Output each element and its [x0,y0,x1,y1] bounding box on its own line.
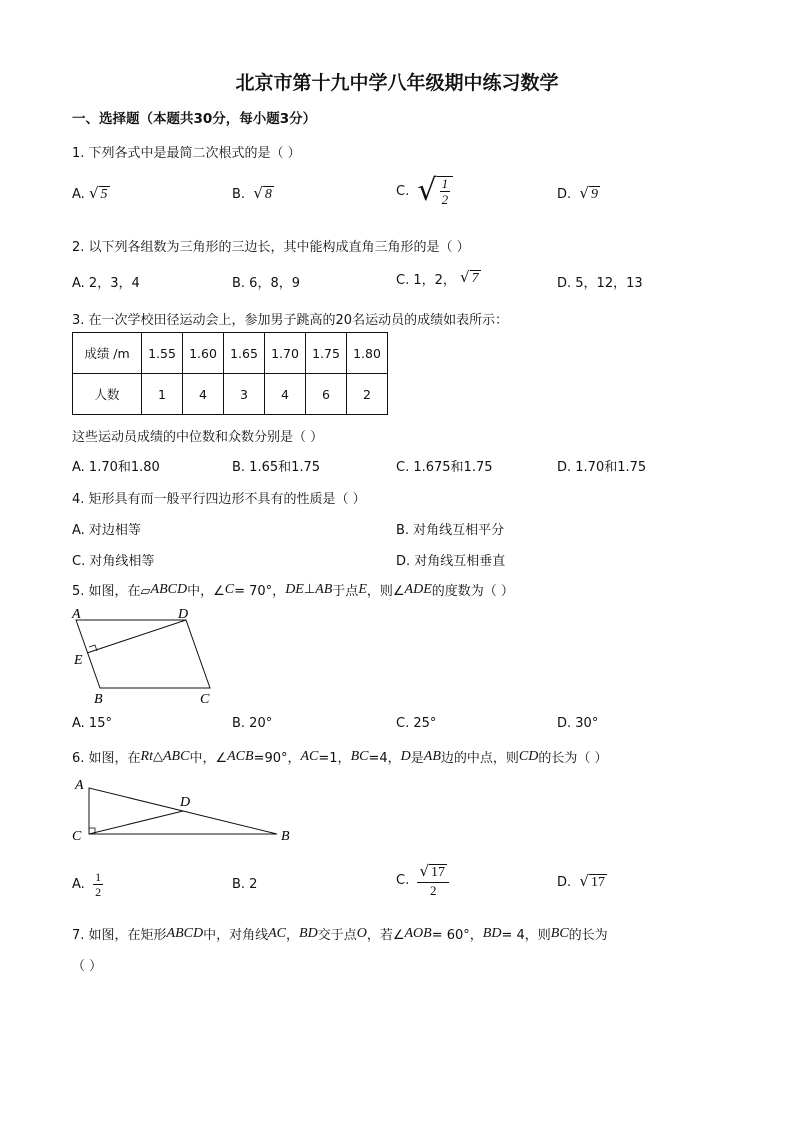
table-row [73,374,388,415]
parallelogram-abcd [76,620,210,688]
point-label-e: E [74,653,83,668]
q2-option-a[interactable]: A. 2，3，4 [72,276,140,291]
option-letter: B. [232,187,246,202]
q5-stem: 5. 如图，在▱ ABCD 中，∠ C = 70°， DE ⊥ AB 于点 E ，则∠ ADE 的度数为（ ） [72,581,514,599]
q6-option-b[interactable]: B. 2 [232,877,258,892]
q4-option-d[interactable]: D. 对角线互相垂直 [396,554,506,569]
q1-option-d[interactable] [557,186,600,203]
q6-option-a[interactable] [72,871,103,898]
section-heading: 一、选择题（本题共30分，每小题3分） [72,111,317,127]
vertex-label-b: B [94,692,103,707]
table-cell: 1.55 [142,333,183,374]
q1-option-c[interactable] [396,173,453,208]
q7-stem: 7. 如图，在矩形 ABCD 中，对角线 AC ， BD 交于点 O ，若∠ AOB = 60°， BD = 4，则 BC 的长为 [72,925,608,943]
table-cell: 2 [347,374,388,415]
q2-stem: 2. 以下列各组数为三角形的三边长，其中能构成直角三角形的是（ ） [72,240,470,255]
table-cell: 3 [224,374,265,415]
vertex-label-c: C [200,692,210,707]
table-cell: 1.80 [347,333,388,374]
vertex-label-a: A [75,778,84,793]
table-cell: 4 [183,374,224,415]
q3-stem: 3. 在一次学校田径运动会上，参加男子跳高的20名运动员的成绩如表所示： [72,313,509,328]
sqrt-expression: √ 7 [460,268,479,286]
table-cell: 1.65 [224,333,265,374]
table-cell: 1 [142,374,183,415]
q5-option-a[interactable]: A. 15° [72,716,112,731]
q6-stem: 6. 如图，在 Rt △ ABC 中，∠ ACB =90°， AC =1， BC =4， D 是 AB 边的中点，则 CD 的长为（ ） [72,748,608,766]
q1-option-a[interactable] [72,186,110,203]
vertex-label-b: B [281,829,290,844]
sqrt-expression: √ 5 [88,184,108,202]
q2-option-c[interactable] [396,269,481,288]
q7-answer-paren: （ ） [72,959,103,974]
table-row [73,333,388,374]
table-header-cell: 成绩 /m [73,333,142,374]
option-letter: D. [557,875,572,890]
table-cell: 6 [306,374,347,415]
q3-option-a[interactable]: A. 1.70和1.80 [72,460,160,475]
parallelogram-figure [68,604,228,708]
table-cell: 1.60 [183,333,224,374]
q5-option-b[interactable]: B. 20° [232,716,273,731]
page-title: 北京市第十九中学八年级期中练习数学 [235,72,559,94]
q4-stem: 4. 矩形具有而一般平行四边形不具有的性质是（ ） [72,492,366,507]
option-text: C. 1，2， [396,273,456,288]
fraction: √ 17 2 [417,864,449,897]
q2-option-b[interactable]: B. 6，8，9 [232,276,300,291]
point-label-d: D [180,795,191,810]
option-letter: D. [557,187,572,202]
option-letter: C. [396,873,410,888]
vertex-label-c: C [72,829,82,844]
fraction: $\frac{1}{2}$ [95,870,102,899]
option-letter: A. [72,187,85,202]
q3-option-d[interactable]: D. 1.70和1.75 [557,460,647,475]
q5-option-c[interactable]: C. 25° [396,716,437,731]
right-triangle-figure [68,774,300,848]
table-cell: 4 [265,374,306,415]
vertex-label-a: A [72,607,81,622]
sqrt-expression: √ 17 [579,872,605,890]
table-cell: 1.70 [265,333,306,374]
q3-option-c[interactable]: C. 1.675和1.75 [396,460,493,475]
q3-followup: 这些运动员成绩的中位数和众数分别是（ ） [72,430,324,445]
sqrt-expression: √ 8 [253,184,272,202]
sqrt-expression: √ 9 [579,184,598,202]
q4-option-c[interactable]: C. 对角线相等 [72,554,155,569]
table-header-cell: 人数 [73,374,142,415]
q4-option-b[interactable]: B. 对角线互相平分 [396,523,505,538]
segment-cd [89,811,183,834]
sqrt-fraction-expression: √ $\frac{1}{2}$ [417,176,453,206]
q6-option-d[interactable] [557,874,607,891]
q3-option-b[interactable]: B. 1.65和1.75 [232,460,321,475]
q1-stem: 1. 下列各式中是最简二次根式的是（ ） [72,146,301,161]
option-letter: C. [396,183,410,199]
table-cell: 1.75 [306,333,347,374]
q6-option-c[interactable] [396,864,449,897]
segment-de [87,620,186,653]
option-letter: A. [72,877,85,892]
q1-option-b[interactable] [232,186,274,203]
q4-option-a[interactable]: A. 对边相等 [72,523,141,538]
q2-option-d[interactable]: D. 5，12，13 [557,276,643,291]
scores-table [72,332,388,415]
q5-option-d[interactable]: D. 30° [557,716,599,731]
vertex-label-d: D [178,607,189,622]
